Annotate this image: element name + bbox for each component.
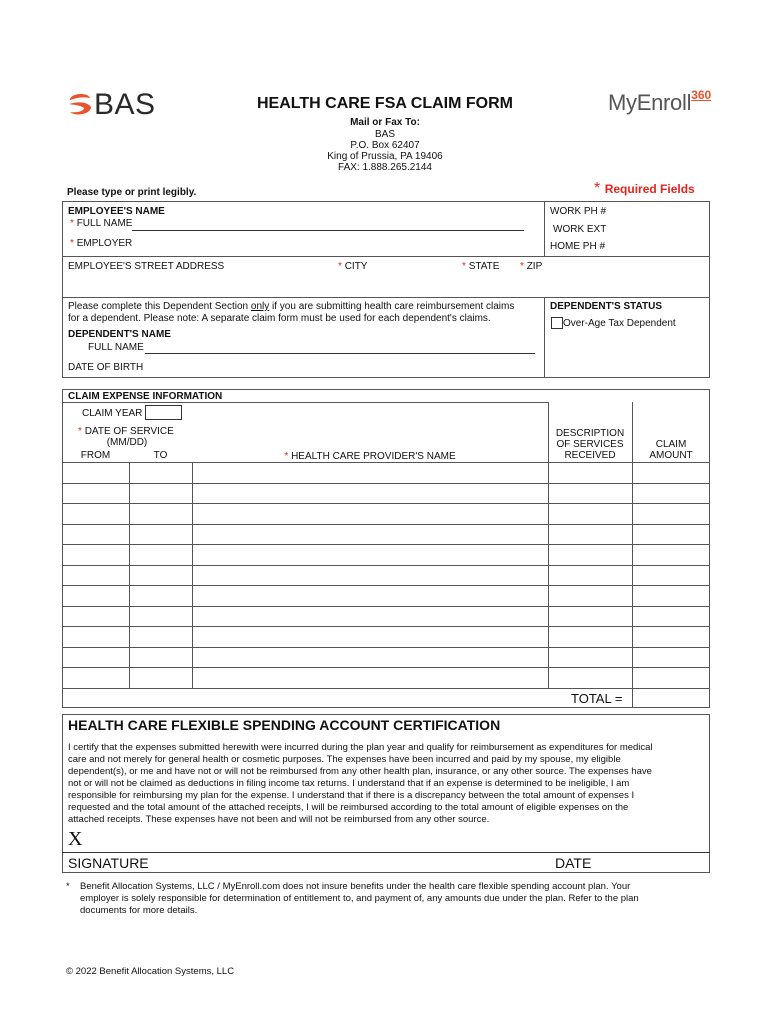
description-header-1: DESCRIPTION xyxy=(555,428,625,439)
dependent-dob-label[interactable]: DATE OF BIRTH xyxy=(68,362,144,373)
state-label[interactable]: * STATE xyxy=(462,261,500,272)
home-phone-label[interactable]: HOME PH # xyxy=(550,241,606,252)
certification-line-2: care and not merely for general health or cosmetic purposes. The expenses have been incurred and paid by my spouse, my eligible xyxy=(68,754,621,765)
dependent-full-name-field[interactable] xyxy=(145,353,535,354)
amount-header-1: CLAIM xyxy=(655,439,687,450)
certification-line-7: attached receipts. These expenses have not been and will not be reimbursed from any other source. xyxy=(68,814,490,825)
table-row-line xyxy=(62,503,709,504)
over-age-label: Over-Age Tax Dependent xyxy=(563,318,676,329)
description-header-2: OF SERVICES xyxy=(556,439,624,450)
bas-logo xyxy=(66,88,166,122)
col-line-desc xyxy=(632,402,633,708)
amount-header-2: AMOUNT xyxy=(649,450,693,461)
mail-line-3: King of Prussia, PA 19406 xyxy=(327,151,443,162)
form-title: HEALTH CARE FSA CLAIM FORM xyxy=(257,95,513,112)
col-line-to xyxy=(192,462,193,688)
provider-header: * HEALTH CARE PROVIDER'S NAME xyxy=(284,451,456,462)
table-row-line xyxy=(62,606,709,607)
city-label[interactable]: * CITY xyxy=(338,261,368,272)
footnote-line-1: Benefit Allocation Systems, LLC / MyEnroll.com does not insure benefits under the health care flexible spending account plan. Your xyxy=(80,881,631,892)
instructions: Please type or print legibly. xyxy=(67,187,197,198)
zip-label[interactable]: * ZIP xyxy=(520,261,543,272)
myenroll-360-text: 360 xyxy=(691,88,712,102)
to-header: TO xyxy=(153,450,168,461)
certification-line-1: I certify that the expenses submitted herewith were incurred during the plan year and qualify for reimbursement as expenditures for medical xyxy=(68,742,653,753)
certification-line-5: responsible for reimbursing my plan for the expense. I understand that if there is a discrepancy between the total amount of expenses I xyxy=(68,790,635,801)
date-label: DATE xyxy=(555,855,592,871)
copyright: © 2022 Benefit Allocation Systems, LLC xyxy=(66,966,235,977)
required-fields-note xyxy=(594,180,695,198)
table-row-line xyxy=(62,483,709,484)
required-star: * xyxy=(594,180,601,197)
description-header-3: RECEIVED xyxy=(564,450,616,461)
col-line-from xyxy=(129,462,130,688)
bas-logo-text: BAS xyxy=(94,88,156,121)
signature-label: SIGNATURE xyxy=(68,855,149,871)
table-row-line xyxy=(62,565,709,566)
table-row-line xyxy=(62,524,709,525)
dependent-note-line-2: for a dependent. Please note: A separate claim form must be used for each dependent's claims. xyxy=(68,313,491,324)
claim-header-top xyxy=(62,402,548,403)
certification-line-6: requested and the total amount of the attached receipts, I will be reimbursed according to the total amount of eligible expenses on the xyxy=(68,802,629,813)
table-row-line xyxy=(62,688,709,689)
employee-name-label: EMPLOYEE'S NAME xyxy=(68,206,165,217)
mail-line-2: P.O. Box 62407 xyxy=(350,140,420,151)
from-header: FROM xyxy=(80,450,111,461)
employee-full-name-label: * FULL NAME xyxy=(70,218,133,229)
signature-line[interactable] xyxy=(62,852,710,853)
col-line-provider xyxy=(548,402,549,688)
employee-full-name-field[interactable] xyxy=(132,230,524,231)
required-label: Required Fields xyxy=(604,182,695,196)
claim-expense-label: CLAIM EXPENSE INFORMATION xyxy=(68,391,223,402)
certification-title: HEALTH CARE FLEXIBLE SPENDING ACCOUNT CERTIFICATION xyxy=(68,717,501,733)
claim-year-label: CLAIM YEAR xyxy=(82,408,143,419)
over-age-checkbox[interactable] xyxy=(551,317,563,329)
table-row-line xyxy=(62,667,709,668)
claim-year-field[interactable] xyxy=(145,405,182,420)
mail-line-4: FAX: 1.888.265.2144 xyxy=(338,162,432,173)
mmdd-label: (MM/DD) xyxy=(106,437,148,448)
employee-divider xyxy=(544,201,545,257)
total-label: TOTAL = xyxy=(571,691,623,706)
employer-label: * EMPLOYER xyxy=(70,238,133,249)
date-of-service-label: * DATE OF SERVICE xyxy=(78,426,174,437)
mail-label: Mail or Fax To: xyxy=(350,117,420,128)
table-row-line xyxy=(62,544,709,545)
dependent-divider xyxy=(544,297,545,378)
bas-swoosh-icon xyxy=(66,90,94,120)
dependent-status-label: DEPENDENT'S STATUS xyxy=(550,301,663,312)
street-address-label[interactable]: EMPLOYEE'S STREET ADDRESS xyxy=(68,261,225,272)
dependent-full-name-label: FULL NAME xyxy=(88,342,144,353)
myenroll-logo-text: MyEnroll xyxy=(608,90,692,115)
signature-x-mark: X xyxy=(68,828,83,850)
table-row-line xyxy=(62,585,709,586)
table-row-line xyxy=(62,647,709,648)
dependent-note-line-1: Please complete this Dependent Section only if you are submitting health care reimbursement claims xyxy=(68,301,515,312)
employee-address-divider xyxy=(62,256,710,257)
myenroll-logo xyxy=(608,90,723,118)
table-row-line xyxy=(62,462,709,463)
certification-line-3: dependent(s), or me and have not or will not be reimbursed from any other health plan, insurance, or any other source. The expenses have xyxy=(68,766,652,777)
footnote-line-3: documents for more details. xyxy=(80,905,198,916)
work-ext-label[interactable]: WORK EXT xyxy=(553,224,607,235)
footnote-star: * xyxy=(66,881,70,892)
certification-line-4: not or will not be claimed as deductions in filing income tax returns. I understand that if an expense is determined to be ineligible, I am xyxy=(68,778,630,789)
table-row-line xyxy=(62,626,709,627)
work-phone-label[interactable]: WORK PH # xyxy=(550,206,607,217)
dependent-name-label: DEPENDENT'S NAME xyxy=(68,329,171,340)
footnote-line-2: employer is solely responsible for determination of entitlement to, and payment of, any amounts due under the plan. Refer to the plan xyxy=(80,893,639,904)
mail-line-1: BAS xyxy=(374,129,395,140)
